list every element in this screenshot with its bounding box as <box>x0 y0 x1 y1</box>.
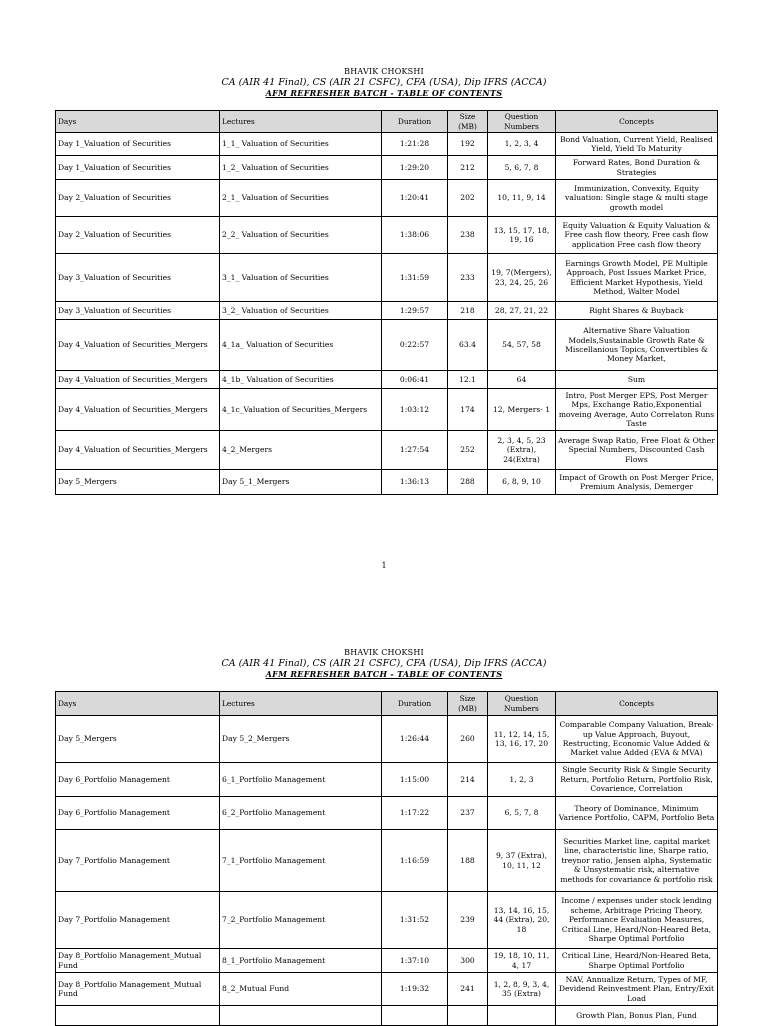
concepts-cell: Right Shares & Buyback <box>556 302 718 320</box>
table-row <box>56 763 718 797</box>
lecture-cell <box>220 1006 382 1026</box>
lecture-cell: 4_1b_ Valuation of Securities <box>220 371 382 389</box>
lecture-cell: Day 5_2_Mergers <box>220 716 382 763</box>
concepts-cell: Equity Valuation & Equity Valuation & Free cash flow theory, Free cash flow application Free cash flow theory <box>556 217 718 254</box>
questions-cell: 9, 37 (Extra), 10, 11, 12 <box>488 830 556 892</box>
day-cell: Day 3_Valuation of Securities <box>56 302 220 320</box>
questions-cell: 19, 7(Mergers), 23, 24, 25, 26 <box>488 254 556 302</box>
lecture-cell: 2_2_ Valuation of Securities <box>220 217 382 254</box>
column-header-days: Days <box>56 111 220 133</box>
table-row <box>56 371 718 389</box>
table-row <box>56 716 718 763</box>
size-cell: 252 <box>448 431 488 470</box>
day-cell: Day 4_Valuation of Securities_Mergers <box>56 431 220 470</box>
questions-cell: 19, 18, 10, 11, 4, 17 <box>488 949 556 973</box>
table-row <box>56 830 718 892</box>
duration-cell: 1:27:54 <box>382 431 448 470</box>
duration-cell: 1:29:20 <box>382 156 448 180</box>
table-row <box>56 254 718 302</box>
size-cell: 188 <box>448 830 488 892</box>
table-row <box>56 156 718 180</box>
lecture-cell: 4_2_Mergers <box>220 431 382 470</box>
questions-cell: 1, 2, 3, 4 <box>488 133 556 156</box>
day-cell: Day 8_Portfolio Management_Mutual Fund <box>56 949 220 973</box>
concepts-cell: Intro, Post Merger EPS, Post Merger Mps, Exchange Ratio,Exponential moveing Average, Auto Correlaton Runs Taste <box>556 389 718 431</box>
size-cell: 239 <box>448 892 488 949</box>
table-row <box>56 892 718 949</box>
size-cell: 237 <box>448 797 488 830</box>
lecture-cell: 1_1_ Valuation of Securities <box>220 133 382 156</box>
size-cell: 12.1 <box>448 371 488 389</box>
lecture-cell: 7_1_Portfolio Management <box>220 830 382 892</box>
duration-cell: 1:31:52 <box>382 892 448 949</box>
concepts-cell: Sum <box>556 371 718 389</box>
duration-cell: 1:17:22 <box>382 797 448 830</box>
concepts-cell: Impact of Growth on Post Merger Price, Premium Analysis, Demerger <box>556 470 718 495</box>
contents-table-page-2 <box>55 691 718 1026</box>
table-row <box>56 180 718 217</box>
table-row <box>56 320 718 371</box>
lecture-cell: 8_1_Portfolio Management <box>220 949 382 973</box>
day-cell: Day 2_Valuation of Securities <box>56 180 220 217</box>
questions-cell: 10, 11, 9, 14 <box>488 180 556 217</box>
size-cell: 212 <box>448 156 488 180</box>
column-header-duration: Duration <box>382 111 448 133</box>
concepts-cell: Comparable Company Valuation, Break-up Value Approach, Buyout, Restructing, Economic Value Added & Market value Added (EVA & MVA) <box>556 716 718 763</box>
size-cell: 300 <box>448 949 488 973</box>
day-cell: Day 1_Valuation of Securities <box>56 156 220 180</box>
concepts-cell: Theory of Dominance, Minimum Varience Portfolio, CAPM, Portfolio Beta <box>556 797 718 830</box>
day-cell: Day 7_Portfolio Management <box>56 830 220 892</box>
table-row <box>56 470 718 495</box>
duration-cell: 1:20:41 <box>382 180 448 217</box>
size-cell: 218 <box>448 302 488 320</box>
questions-cell: 11, 12, 14, 15, 13, 16, 17, 20 <box>488 716 556 763</box>
size-cell: 260 <box>448 716 488 763</box>
column-header-size-mb: Size (MB) <box>448 692 488 716</box>
author-qualifications: CA (AIR 41 Final), CS (AIR 21 CSFC), CFA (USA), Dip IFRS (ACCA) <box>221 658 547 669</box>
lecture-cell: 1_2_ Valuation of Securities <box>220 156 382 180</box>
duration-cell: 1:29:57 <box>382 302 448 320</box>
author-name: BHAVIK CHOKSHI <box>344 67 424 76</box>
day-cell: Day 6_Portfolio Management <box>56 763 220 797</box>
concepts-cell: Single Security Risk & Single Security Return, Portfolio Return, Portfolio Risk, Covarience, Correlation <box>556 763 718 797</box>
table-row <box>56 133 718 156</box>
size-cell: 233 <box>448 254 488 302</box>
page-header <box>0 66 768 99</box>
column-header-lectures: Lectures <box>220 111 382 133</box>
column-header-question-numbers: Question Numbers <box>488 692 556 716</box>
table-row <box>56 973 718 1006</box>
day-cell: Day 4_Valuation of Securities_Mergers <box>56 320 220 371</box>
duration-cell: 1:16:59 <box>382 830 448 892</box>
questions-cell: 12, Mergers- 1 <box>488 389 556 431</box>
day-cell: Day 8_Portfolio Management_Mutual Fund <box>56 973 220 1006</box>
questions-cell: 1, 2, 8, 9, 3, 4, 35 (Extra) <box>488 973 556 1006</box>
table-row <box>56 949 718 973</box>
questions-cell: 54, 57, 58 <box>488 320 556 371</box>
duration-cell: 1:19:32 <box>382 973 448 1006</box>
lecture-cell: 4_1c_Valuation of Securities_Mergers <box>220 389 382 431</box>
concepts-cell: Growth Plan, Bonus Plan, Fund <box>556 1006 718 1026</box>
questions-cell: 1, 2, 3 <box>488 763 556 797</box>
size-cell <box>448 1006 488 1026</box>
batch-title: AFM REFRESHER BATCH - TABLE OF CONTENTS <box>265 88 503 98</box>
questions-cell: 6, 5, 7, 8 <box>488 797 556 830</box>
questions-cell: 6, 8, 9, 10 <box>488 470 556 495</box>
column-header-duration: Duration <box>382 692 448 716</box>
day-cell: Day 4_Valuation of Securities_Mergers <box>56 389 220 431</box>
day-cell: Day 5_Mergers <box>56 716 220 763</box>
duration-cell: 0:06:41 <box>382 371 448 389</box>
questions-cell: 13, 14, 16, 15, 44 (Extra), 20, 18 <box>488 892 556 949</box>
table-row <box>56 431 718 470</box>
lecture-cell: Day 5_1_Mergers <box>220 470 382 495</box>
day-cell: Day 2_Valuation of Securities <box>56 217 220 254</box>
duration-cell: 1:26:44 <box>382 716 448 763</box>
day-cell: Day 3_Valuation of Securities <box>56 254 220 302</box>
day-cell <box>56 1006 220 1026</box>
table-row <box>56 1006 718 1026</box>
concepts-cell: Critical Line, Heard/Non-Heared Beta, Sharpe Optimal Portfolio <box>556 949 718 973</box>
concepts-cell: Immunization, Convexity, Equity valuation: Single stage & multi stage growth model <box>556 180 718 217</box>
duration-cell: 1:36:13 <box>382 470 448 495</box>
column-header-size-mb: Size (MB) <box>448 111 488 133</box>
day-cell: Day 5_Mergers <box>56 470 220 495</box>
lecture-cell: 2_1_ Valuation of Securities <box>220 180 382 217</box>
duration-cell <box>382 1006 448 1026</box>
size-cell: 202 <box>448 180 488 217</box>
column-header-lectures: Lectures <box>220 692 382 716</box>
size-cell: 238 <box>448 217 488 254</box>
concepts-cell: Earnings Growth Model, PE Multiple Approach, Post Issues Market Price, Efficient Market Hypothesis, Yield Method, Walter Model <box>556 254 718 302</box>
lecture-cell: 4_1a_ Valuation of Securities <box>220 320 382 371</box>
page-number: 1 <box>381 561 387 570</box>
concepts-cell: Bond Valuation, Current Yield, Realised Yield, Yield To Maturity <box>556 133 718 156</box>
concepts-cell: NAV, Annualize Return, Types of MF, Devidend Reinvestment Plan, Entry/Exit Load <box>556 973 718 1006</box>
size-cell: 214 <box>448 763 488 797</box>
duration-cell: 1:31:59 <box>382 254 448 302</box>
duration-cell: 1:15:00 <box>382 763 448 797</box>
lecture-cell: 8_2_Mutual Fund <box>220 973 382 1006</box>
questions-cell <box>488 1006 556 1026</box>
questions-cell: 13, 15, 17, 18, 19, 16 <box>488 217 556 254</box>
page-header <box>0 647 768 680</box>
day-cell: Day 7_Portfolio Management <box>56 892 220 949</box>
day-cell: Day 4_Valuation of Securities_Mergers <box>56 371 220 389</box>
lecture-cell: 3_2_ Valuation of Securities <box>220 302 382 320</box>
duration-cell: 0:22:57 <box>382 320 448 371</box>
questions-cell: 2, 3, 4, 5, 23 (Extra), 24(Extra) <box>488 431 556 470</box>
size-cell: 288 <box>448 470 488 495</box>
size-cell: 241 <box>448 973 488 1006</box>
column-header-concepts: Concepts <box>556 692 718 716</box>
author-name: BHAVIK CHOKSHI <box>344 648 424 657</box>
duration-cell: 1:37:10 <box>382 949 448 973</box>
lecture-cell: 6_2_Portfolio Management <box>220 797 382 830</box>
author-qualifications: CA (AIR 41 Final), CS (AIR 21 CSFC), CFA (USA), Dip IFRS (ACCA) <box>221 77 547 88</box>
table-row <box>56 797 718 830</box>
size-cell: 192 <box>448 133 488 156</box>
concepts-cell: Securities Market line, capital market line, characteristic line, Sharpe ratio, treynor ratio, Jensen alpha, Systematic & Unsystematic risk, alternative methods for covariance & portfolio risk <box>556 830 718 892</box>
duration-cell: 1:38:06 <box>382 217 448 254</box>
questions-cell: 28, 27, 21, 22 <box>488 302 556 320</box>
concepts-cell: Income / expenses under stock lending scheme, Arbitrage Pricing Theory, Performance Evaluation Measures, Critical Line, Heard/Non-Heared Beta, Sharpe Optimal Portfolio <box>556 892 718 949</box>
questions-cell: 5, 6, 7, 8 <box>488 156 556 180</box>
duration-cell: 1:21:28 <box>382 133 448 156</box>
size-cell: 174 <box>448 389 488 431</box>
column-header-concepts: Concepts <box>556 111 718 133</box>
table-row <box>56 217 718 254</box>
lecture-cell: 6_1_Portfolio Management <box>220 763 382 797</box>
day-cell: Day 6_Portfolio Management <box>56 797 220 830</box>
batch-title: AFM REFRESHER BATCH - TABLE OF CONTENTS <box>265 669 503 679</box>
lecture-cell: 7_2_Portfolio Management <box>220 892 382 949</box>
table-row <box>56 302 718 320</box>
day-cell: Day 1_Valuation of Securities <box>56 133 220 156</box>
contents-table-page-1 <box>55 110 718 495</box>
table-row <box>56 389 718 431</box>
concepts-cell: Forward Rates, Bond Duration & Strategies <box>556 156 718 180</box>
duration-cell: 1:03:12 <box>382 389 448 431</box>
questions-cell: 64 <box>488 371 556 389</box>
concepts-cell: Alternative Share Valuation Models,Sustainable Growth Rate & Miscellanious Topics, Convertibles & Money Market, <box>556 320 718 371</box>
concepts-cell: Average Swap Ratio, Free Float & Other Special Numbers, Discounted Cash Flows <box>556 431 718 470</box>
size-cell: 63.4 <box>448 320 488 371</box>
column-header-question-numbers: Question Numbers <box>488 111 556 133</box>
column-header-days: Days <box>56 692 220 716</box>
lecture-cell: 3_1_ Valuation of Securities <box>220 254 382 302</box>
